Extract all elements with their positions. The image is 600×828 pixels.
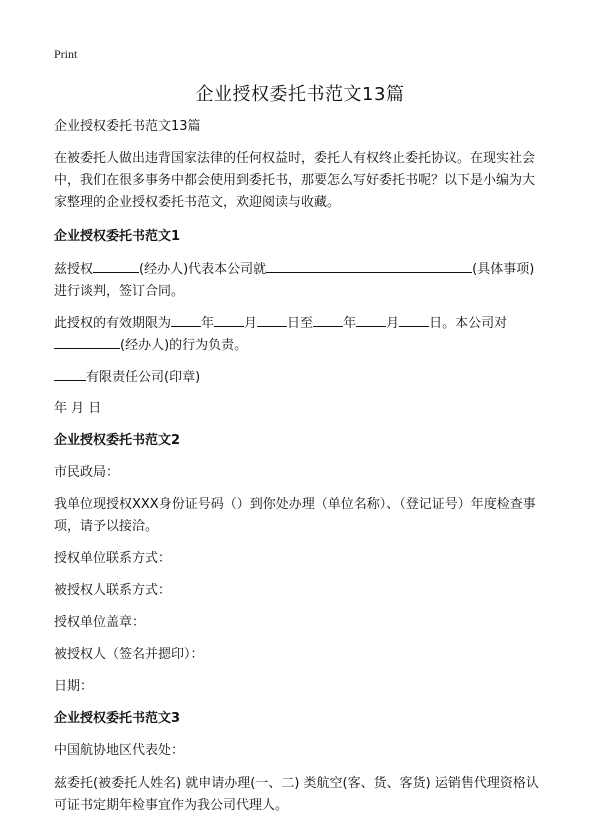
intro-paragraph: 在被委托人做出违背国家法律的任何权益时，委托人有权终止委托协议。在现实社会中，我们在很多事务中都会使用到委托书，那要怎么写好委托书呢？以下是小编为大家整理的企业授权委托书范文，欢迎阅读与收藏。 — [54, 151, 536, 210]
fill-blank — [214, 313, 244, 327]
text-segment: 兹授权 — [54, 262, 94, 277]
section1-paragraph-2 — [54, 313, 546, 357]
fill-blank — [54, 367, 86, 381]
section1-paragraph-1 — [54, 259, 546, 303]
text-segment: 年 — [343, 316, 357, 331]
section3-paragraph-1: 中国航协地区代表处： — [54, 743, 185, 758]
text-segment: 年 — [201, 316, 215, 331]
section3-heading: 企业授权委托书范文3 — [54, 711, 181, 726]
text-segment: 日至 — [287, 316, 314, 331]
section2-paragraph-4: 被授权人联系方式： — [54, 583, 172, 598]
section2-paragraph-6: 被授权人（签名并摁印）： — [54, 647, 204, 662]
section2-paragraph-7: 日期： — [54, 679, 94, 694]
fill-blank — [266, 259, 472, 273]
section2-heading: 企业授权委托书范文2 — [54, 433, 181, 448]
fill-blank — [257, 313, 287, 327]
text-segment: (具体事项)进行谈判，签订合同。 — [54, 262, 535, 299]
fill-blank — [356, 313, 386, 327]
section2-paragraph-2: 我单位现授权XXX身份证号码（）到你处办理（单位名称）、（登记证号）年度检查事项，请予以接洽。 — [54, 497, 536, 534]
fill-blank — [313, 313, 343, 327]
text-segment: 日。本公司对 — [429, 316, 508, 331]
fill-blank — [93, 259, 139, 273]
section1-heading: 企业授权委托书范文1 — [54, 229, 181, 244]
section2-paragraph-3: 授权单位联系方式： — [54, 551, 172, 566]
text-segment: (经办人)代表本公司就 — [139, 262, 267, 277]
text-segment: 此授权的有效期限为 — [54, 316, 172, 331]
document-subtitle: 企业授权委托书范文13篇 — [54, 119, 201, 134]
text-segment: 月 — [244, 316, 258, 331]
fill-blank — [171, 313, 201, 327]
fill-blank — [54, 335, 120, 349]
section2-paragraph-5: 授权单位盖章： — [54, 615, 146, 630]
section1-paragraph-3 — [54, 367, 546, 389]
text-segment: (经办人)的行为负责。 — [120, 338, 248, 353]
text-segment: 月 — [386, 316, 400, 331]
text-segment: 有限责任公司(印章) — [86, 370, 201, 385]
print-link[interactable]: Print — [54, 47, 78, 61]
section2-paragraph-1: 市民政局： — [54, 465, 120, 480]
document-title: 企业授权委托书范文13篇 — [195, 84, 405, 105]
section3-paragraph-2: 兹委托(被委托人姓名) 就申请办理(一、二) 类航空(客、货、客货) 运销售代理资格认可证书定期年检事宜作为我公司代理人。 — [54, 776, 539, 813]
document-body — [54, 116, 546, 817]
section1-date-line: 年 月 日 — [54, 401, 102, 416]
fill-blank — [399, 313, 429, 327]
